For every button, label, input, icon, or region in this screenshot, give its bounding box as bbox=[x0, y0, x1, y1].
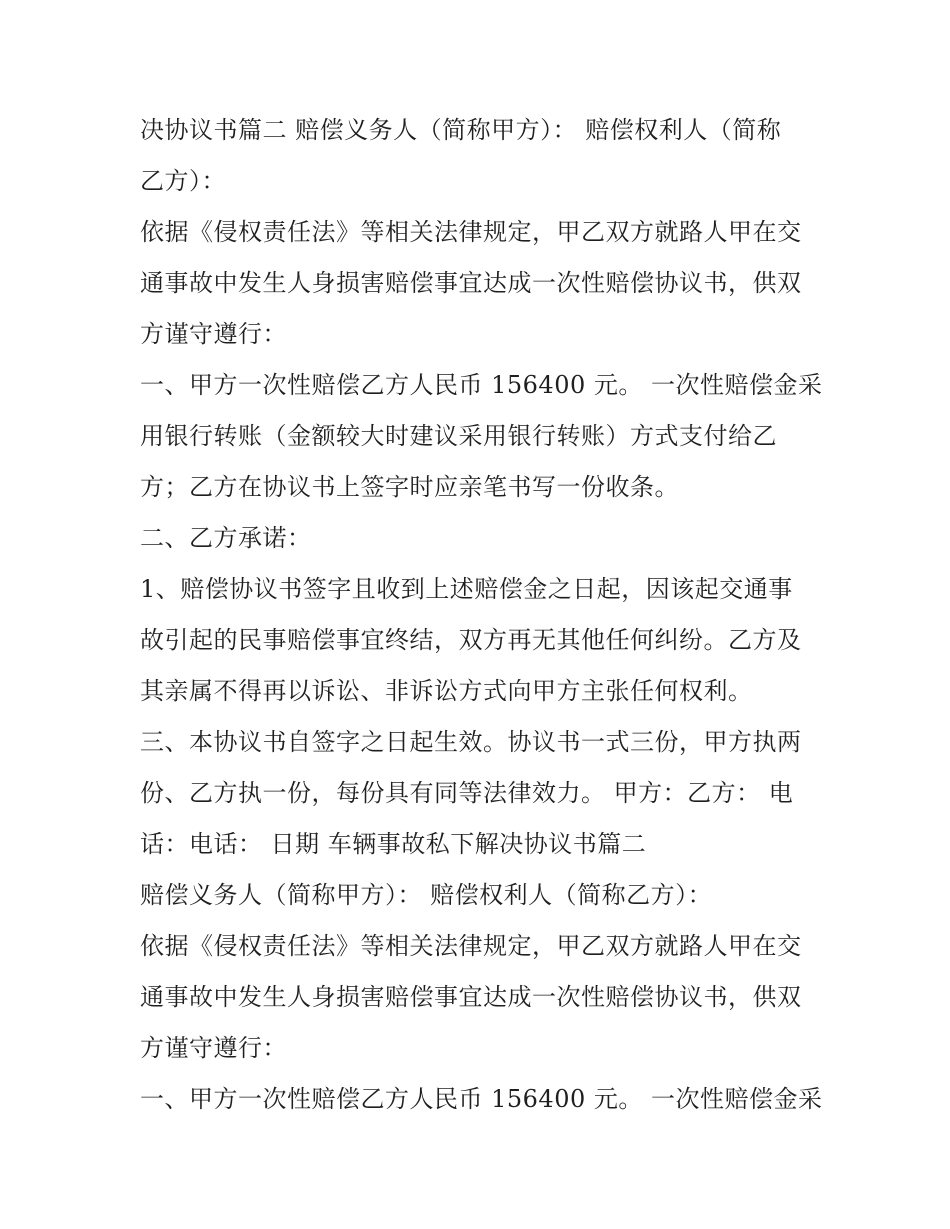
text-line: 乙方）： bbox=[140, 167, 226, 195]
text-line: 一、甲方一次性赔偿乙方人民币 156400 元。 一次性赔偿金采 bbox=[140, 1085, 823, 1113]
text-line: 方谨守遵行： bbox=[140, 320, 287, 348]
text-line: 1、赔偿协议书签字且收到上述赔偿金之日起，因该起交通事 bbox=[140, 575, 793, 603]
text-line: 依据《侵权责任法》等相关法律规定，甲乙双方就路人甲在交 bbox=[140, 218, 802, 246]
text-line: 方；乙方在协议书上签字时应亲笔书写一份收条。 bbox=[140, 473, 679, 501]
text-line: 故引起的民事赔偿事宜终结，双方再无其他任何纠纷。乙方及 bbox=[140, 626, 802, 654]
text-line: 赔偿义务人（简称甲方）： 赔偿权利人（简称乙方）： bbox=[140, 881, 713, 909]
text-line: 三、本协议书自签字之日起生效。协议书一式三份，甲方执两 bbox=[140, 728, 802, 756]
text-line: 决协议书篇二 赔偿义务人（简称甲方）： 赔偿权利人（简称 bbox=[140, 116, 782, 144]
text-line: 依据《侵权责任法》等相关法律规定，甲乙双方就路人甲在交 bbox=[140, 932, 802, 960]
text-line: 一、甲方一次性赔偿乙方人民币 156400 元。 一次性赔偿金采 bbox=[140, 371, 823, 399]
text-line: 份、乙方执一份，每份具有同等法律效力。 甲方：乙方： 电 bbox=[140, 779, 794, 807]
text-line: 通事故中发生人身损害赔偿事宜达成一次性赔偿协议书，供双 bbox=[140, 983, 802, 1011]
text-line: 用银行转账（金额较大时建议采用银行转账）方式支付给乙 bbox=[140, 422, 777, 450]
text-line: 方谨守遵行： bbox=[140, 1034, 287, 1062]
text-line: 其亲属不得再以诉讼、非诉讼方式向甲方主张任何权利。 bbox=[140, 677, 753, 705]
text-line: 话：电话： 日期 车辆事故私下解决协议书篇二 bbox=[140, 830, 647, 858]
text-line: 二、乙方承诺： bbox=[140, 524, 312, 552]
text-line: 通事故中发生人身损害赔偿事宜达成一次性赔偿协议书，供双 bbox=[140, 269, 802, 297]
